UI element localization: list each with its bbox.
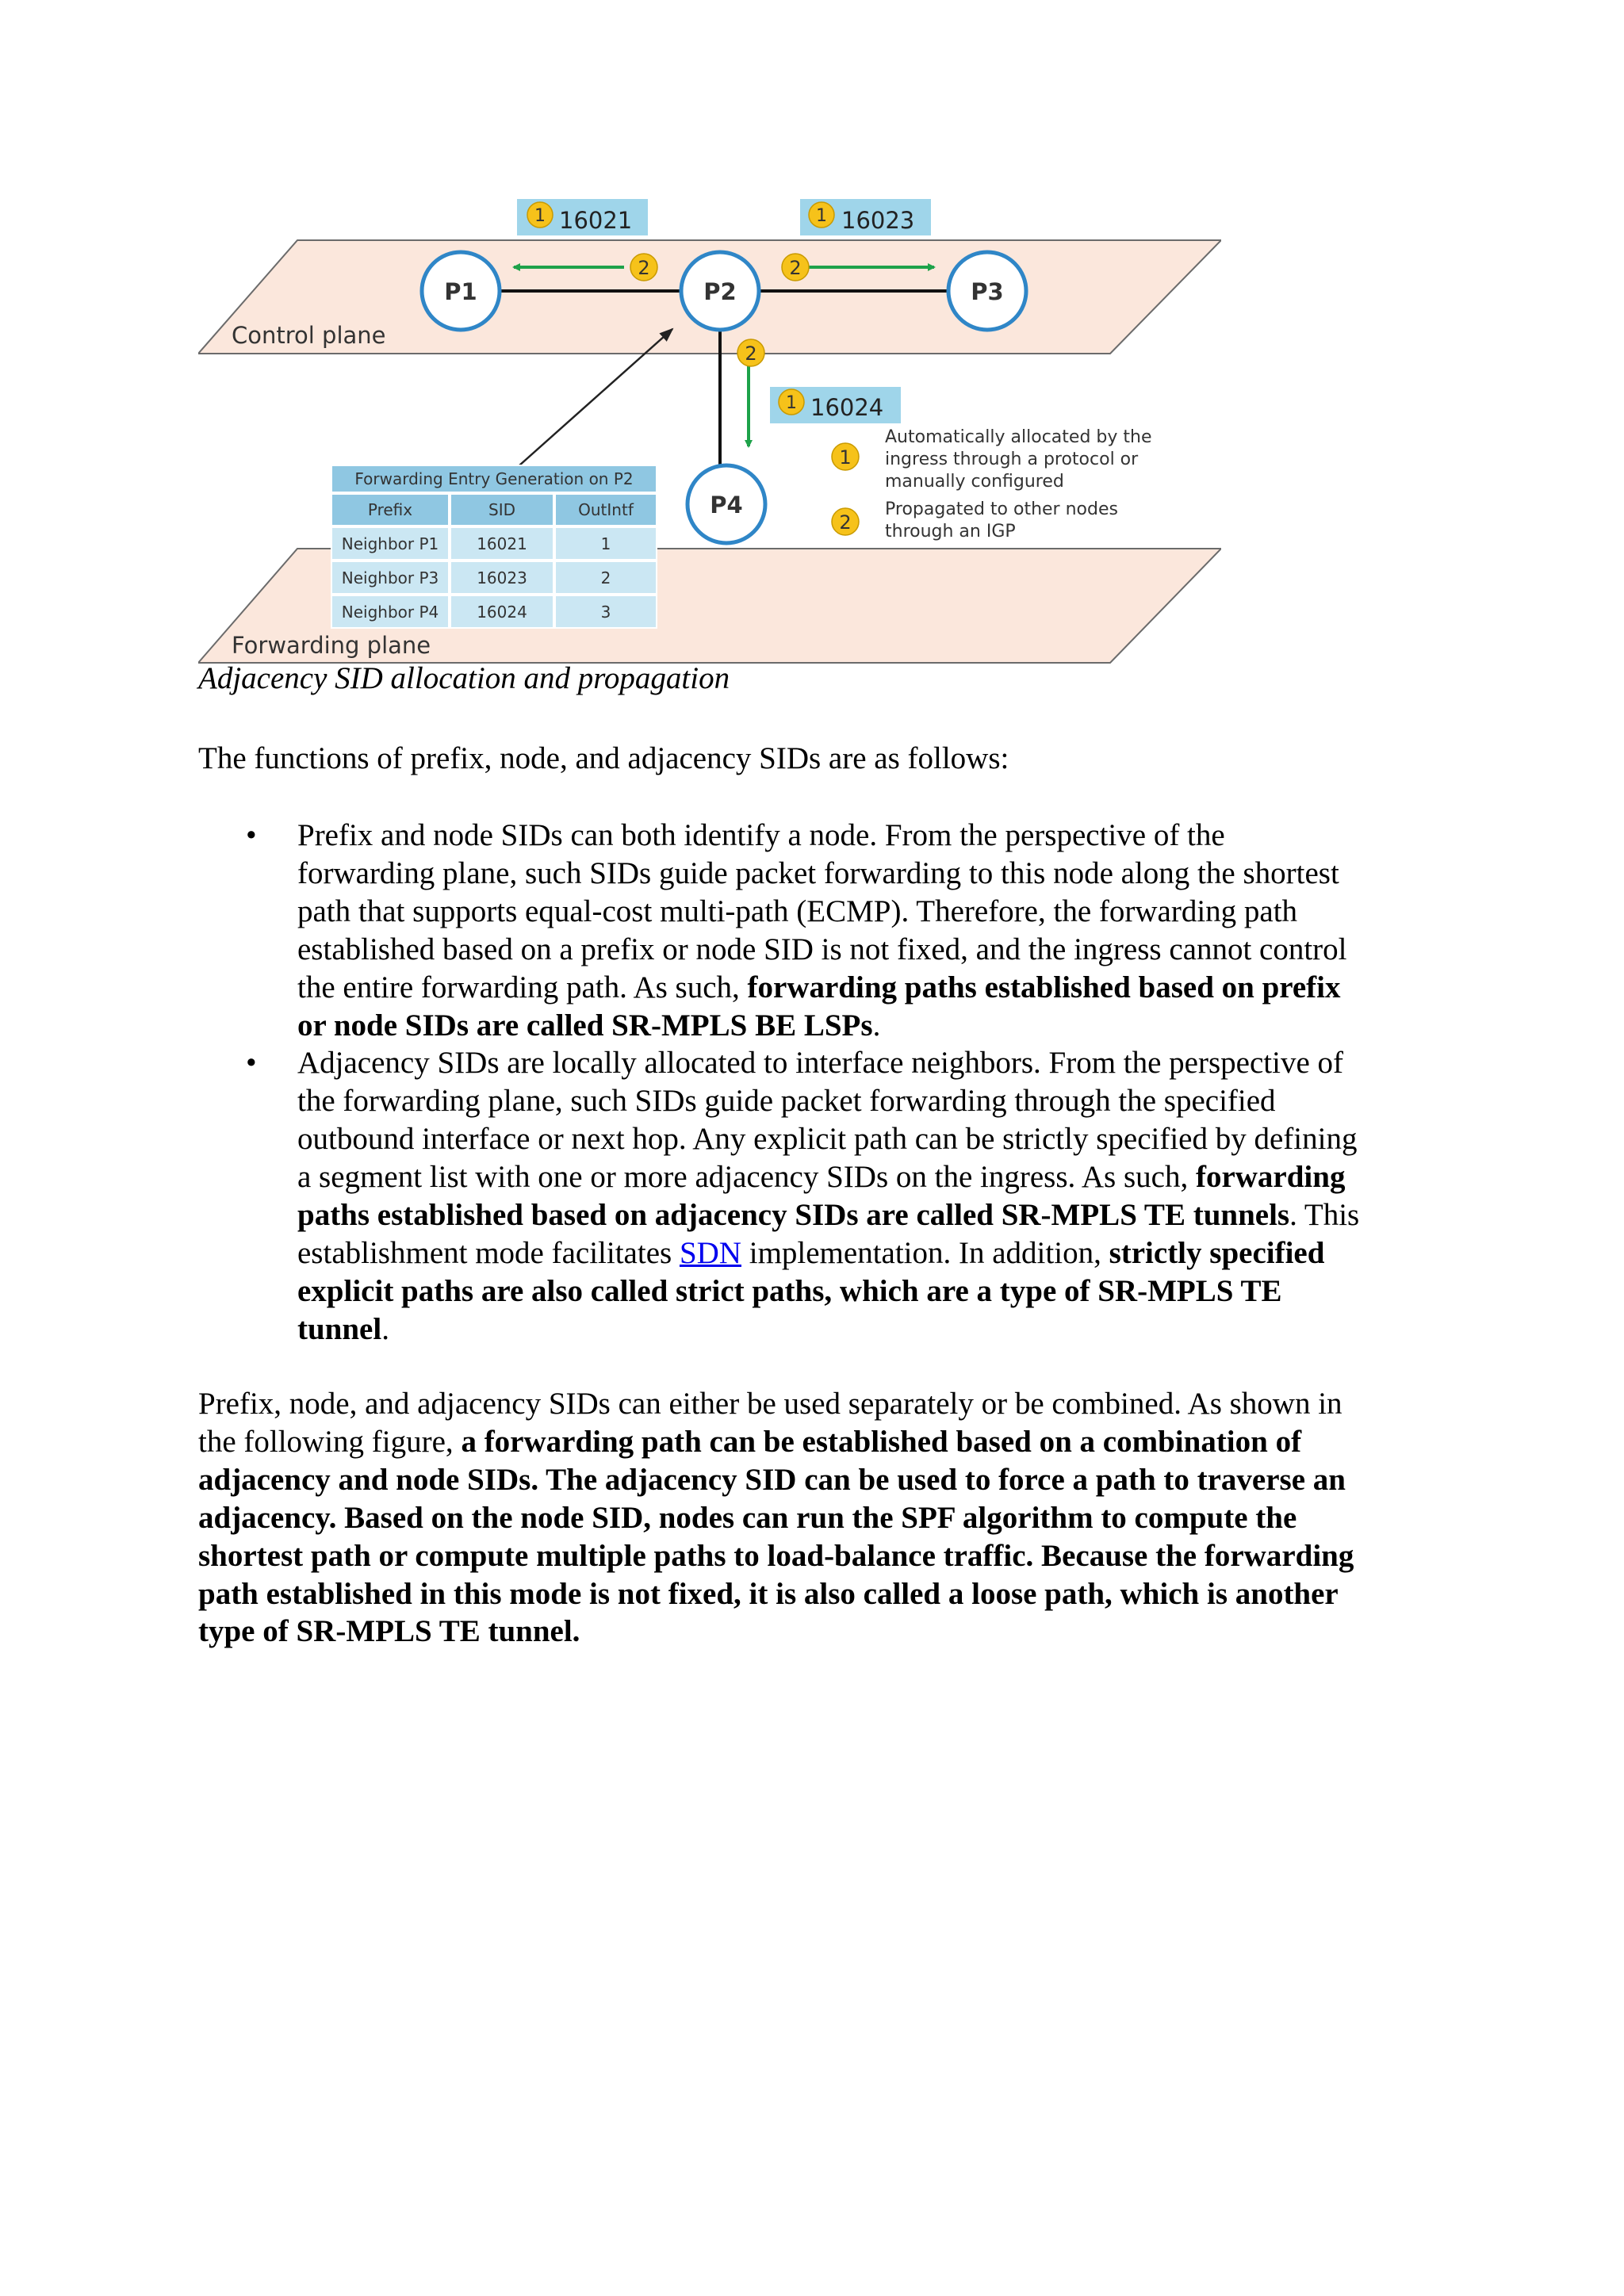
sdn-link[interactable]: SDN <box>679 1235 741 1270</box>
text-line <box>198 1499 1435 1537</box>
text-run: established based on a prefix or node SID is not fixed, and the ingress cannot control <box>297 932 1347 966</box>
svg-text:3: 3 <box>600 603 611 622</box>
list-item <box>198 817 1435 1044</box>
text-run: . <box>381 1311 389 1346</box>
text-run: implementation. In addition, <box>741 1235 1109 1270</box>
bold-text: adjacency and node SIDs. The adjacency SID can be used to force a path to traverse an <box>198 1462 1346 1497</box>
marker-2-p1-arrow <box>630 254 657 281</box>
svg-text:manually configured: manually configured <box>885 472 1064 492</box>
text-run: Adjacency SIDs are locally allocated to interface neighbors. From the perspective of <box>297 1046 1343 1081</box>
table-header: Prefix <box>367 500 413 519</box>
list-item-text <box>297 817 1435 1044</box>
marker-2-p3-arrow <box>782 254 809 281</box>
list-item-text <box>297 1044 1435 1348</box>
svg-text:Neighbor P1: Neighbor P1 <box>341 534 439 553</box>
svg-text:16023: 16023 <box>477 568 527 587</box>
text-run: establishment mode facilitates <box>297 1235 680 1270</box>
svg-text:16024: 16024 <box>810 394 884 421</box>
sid-box-16024 <box>770 387 901 423</box>
text-line <box>297 1007 1435 1045</box>
bold-text: forwarding <box>1195 1160 1346 1195</box>
svg-text:Propagated to other nodes: Propagated to other nodes <box>885 499 1118 519</box>
svg-text:Automatically allocated by the: Automatically allocated by the <box>885 427 1152 447</box>
node-label: P2 <box>703 278 737 305</box>
svg-text:Neighbor P4: Neighbor P4 <box>341 603 439 622</box>
bold-text: shortest path or compute multiple paths to load-balance traffic. Because the forwarding <box>198 1538 1354 1573</box>
table-header: SID <box>488 500 515 519</box>
text-line <box>297 1234 1435 1272</box>
bold-text: tunnel <box>297 1311 382 1346</box>
bold-text: paths established based on adjacency SIDs are called SR-MPLS TE tunnels <box>297 1198 1290 1233</box>
svg-text:2: 2 <box>839 511 852 534</box>
text-line <box>297 855 1435 893</box>
svg-text:2: 2 <box>789 257 802 279</box>
control-plane-label: Control plane <box>232 322 386 349</box>
bold-text: or node SIDs are called SR-MPLS BE LSPs <box>297 1008 873 1043</box>
text-run: the following figure, <box>198 1424 462 1459</box>
svg-text:16024: 16024 <box>477 603 527 622</box>
text-line <box>297 1044 1435 1082</box>
svg-text:1: 1 <box>786 393 797 413</box>
text-run: Prefix and node SIDs can both identify a node. From the perspective of the <box>297 818 1225 852</box>
text-run: a segment list with one or more adjacency SIDs on the ingress. As such, <box>297 1160 1196 1195</box>
text-line <box>297 893 1435 931</box>
text-line <box>198 1385 1435 1423</box>
svg-text:16023: 16023 <box>841 207 915 234</box>
svg-text:1: 1 <box>600 534 611 553</box>
bold-text: explicit paths are also called strict paths, which are a type of SR-MPLS TE <box>297 1273 1282 1308</box>
svg-text:2: 2 <box>638 257 650 279</box>
svg-text:1: 1 <box>816 206 827 226</box>
svg-text:2: 2 <box>745 342 757 365</box>
svg-text:through an IGP: through an IGP <box>885 522 1016 541</box>
text-run: path that supports equal-cost multi-path (ECMP). Therefore, the forwarding path <box>297 894 1298 928</box>
svg-text:2: 2 <box>600 568 611 587</box>
text-line <box>297 1158 1435 1196</box>
text-line <box>198 1613 1435 1651</box>
svg-text:ingress through a protocol or: ingress through a protocol or <box>885 450 1139 469</box>
text-line <box>297 1196 1435 1234</box>
table-row <box>331 527 657 560</box>
table-header: OutIntf <box>578 500 634 519</box>
text-run: . This <box>1289 1198 1360 1233</box>
text-line <box>297 817 1435 855</box>
text-line <box>297 1272 1435 1311</box>
closing-paragraph <box>198 1385 1435 1651</box>
bold-text: type of SR-MPLS TE tunnel. <box>198 1614 580 1649</box>
text-line <box>297 1082 1435 1120</box>
text-run: Prefix, node, and adjacency SIDs can either be used separately or be combined. As shown in <box>198 1387 1342 1421</box>
text-run: forwarding plane, such SIDs guide packet forwarding to this node along the shortest <box>297 855 1339 890</box>
legend-item-allocated <box>832 427 1152 492</box>
text-run: the forwarding plane, such SIDs guide packet forwarding through the specified <box>297 1084 1276 1119</box>
bold-text: a forwarding path can be established based on a combination of <box>461 1424 1302 1459</box>
forwarding-plane-label: Forwarding plane <box>232 632 431 659</box>
text-line <box>297 969 1435 1007</box>
svg-text:1: 1 <box>534 206 546 226</box>
sid-functions-list <box>198 817 1435 1349</box>
node-p1 <box>422 252 500 330</box>
text-run: . <box>872 1008 881 1043</box>
text-line <box>198 1537 1435 1575</box>
figure-caption: Adjacency SID allocation and propagation <box>198 661 730 695</box>
text-line <box>297 931 1435 969</box>
bold-text: strictly specified <box>1109 1235 1325 1270</box>
text-line <box>198 1423 1435 1461</box>
marker-2-p4-arrow <box>737 339 764 366</box>
adjacency-sid-diagram <box>198 194 1221 666</box>
svg-text:Neighbor P3: Neighbor P3 <box>341 568 439 587</box>
svg-text:1: 1 <box>839 446 852 469</box>
table-row <box>331 561 657 594</box>
text-run: the entire forwarding path. As such, <box>297 970 748 1004</box>
table-title: Forwarding Entry Generation on P2 <box>354 469 634 488</box>
text-line <box>198 1461 1435 1499</box>
text-run: outbound interface or next hop. Any explicit path can be strictly specified by defining <box>297 1122 1358 1157</box>
svg-text:16021: 16021 <box>477 534 527 553</box>
node-p4 <box>688 465 765 543</box>
node-p2 <box>681 252 759 330</box>
text-line <box>297 1120 1435 1158</box>
sid-box-16023 <box>800 199 931 235</box>
legend-item-propagated <box>832 499 1118 541</box>
node-label: P4 <box>710 492 743 519</box>
intro-paragraph: The functions of prefix, node, and adjacency SIDs are as follows: <box>198 741 1009 775</box>
bold-text: path established in this mode is not fixed, it is also called a loose path, which is another <box>198 1576 1339 1611</box>
sid-box-16021 <box>517 199 648 235</box>
table-row <box>331 595 657 628</box>
bullet-icon: • <box>246 1046 257 1081</box>
bold-text: adjacency. Based on the node SID, nodes can run the SPF algorithm to compute the <box>198 1500 1297 1535</box>
text-line <box>297 1311 1435 1349</box>
list-item <box>198 1044 1435 1348</box>
bullet-icon: • <box>246 818 257 852</box>
text-line <box>198 1575 1435 1613</box>
bold-text: forwarding paths established based on prefix <box>747 970 1341 1004</box>
forwarding-entry-table <box>331 465 657 628</box>
svg-text:16021: 16021 <box>559 207 633 234</box>
node-p3 <box>948 252 1026 330</box>
node-label: P1 <box>444 278 477 305</box>
node-label: P3 <box>971 278 1004 305</box>
